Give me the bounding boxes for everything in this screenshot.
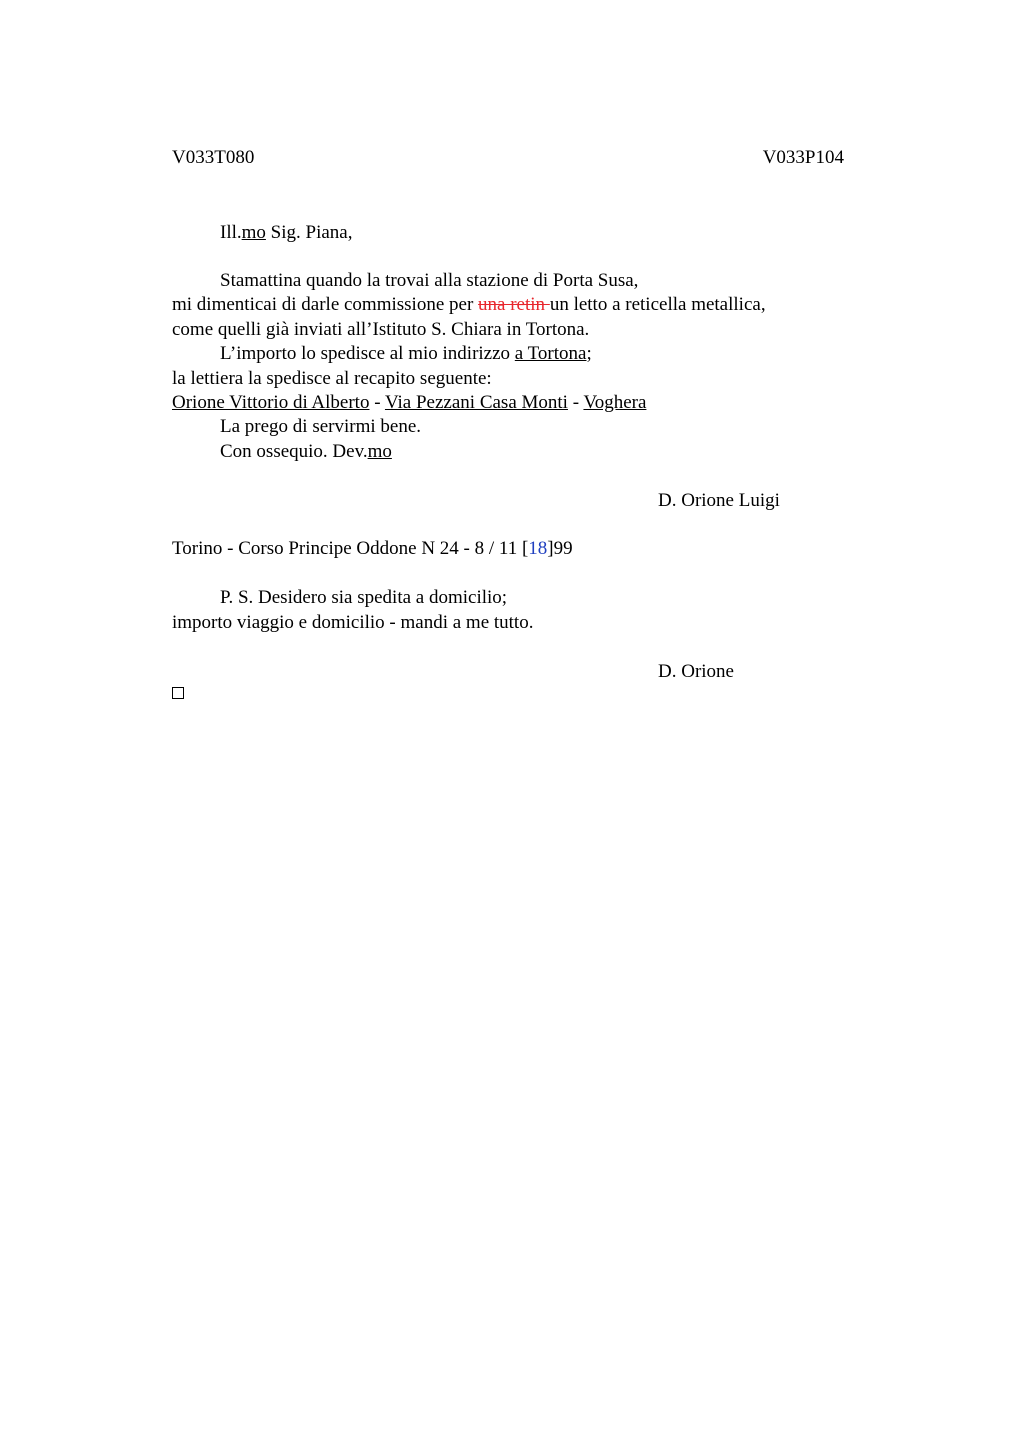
address-separator: - <box>369 392 385 413</box>
document-code-right: V033P104 <box>762 147 844 168</box>
body-line-2-a: mi dimenticai di darle commissione per <box>172 294 479 315</box>
document-code-left: V033T080 <box>172 147 255 168</box>
address-city: Voghera <box>583 392 647 413</box>
place-date-b: ]99 <box>547 538 573 559</box>
closing <box>220 440 392 464</box>
closing-abbrev: mo <box>367 441 392 462</box>
body-line-7: La prego di servirmi bene. <box>220 416 422 437</box>
deleted-text: una retin <box>478 294 550 315</box>
place-date <box>172 537 573 561</box>
body-line-2-b: un letto a reticella metallica, <box>549 294 766 315</box>
address-street: Via Pezzani Casa Monti <box>384 392 568 413</box>
body-line-4-a: L’importo lo spedisce al mio indirizzo <box>220 343 515 364</box>
salutation <box>220 221 352 245</box>
address-name: Orione Vittorio di Alberto <box>172 392 370 413</box>
signature: D. Orione Luigi <box>658 490 780 511</box>
postscript-line-1: P. S. Desidero sia spedita a domicilio; <box>220 587 508 608</box>
salutation-prefix: Ill. <box>220 222 242 243</box>
postscript-line-2: importo viaggio e domicilio - mandi a me tutto. <box>172 612 534 633</box>
body-line-2 <box>172 293 766 317</box>
body-line-4 <box>220 342 592 366</box>
body-line-1: Stamattina quando la trovai alla stazione di Porta Susa, <box>220 270 639 291</box>
salutation-abbrev: mo <box>241 222 266 243</box>
body-line-3: come quelli già inviati all’Istituto S. Chiara in Tortona. <box>172 319 590 340</box>
place-date-a: Torino - Corso Principe Oddone N 24 - 8 / 11 [ <box>172 538 529 559</box>
postscript-signature: D. Orione <box>658 661 734 682</box>
closing-text: Con ossequio. Dev. <box>220 441 368 462</box>
editorial-insertion: 18 <box>528 538 548 559</box>
body-line-4-underlined: a Tortona <box>514 343 587 364</box>
address-separator: - <box>567 392 584 413</box>
end-marker-box <box>172 687 184 699</box>
body-line-4-b: ; <box>586 343 592 364</box>
body-line-5: la lettiera la spedisce al recapito seguente: <box>172 368 492 389</box>
salutation-rest: Sig. Piana, <box>265 222 353 243</box>
address-line <box>172 391 646 415</box>
